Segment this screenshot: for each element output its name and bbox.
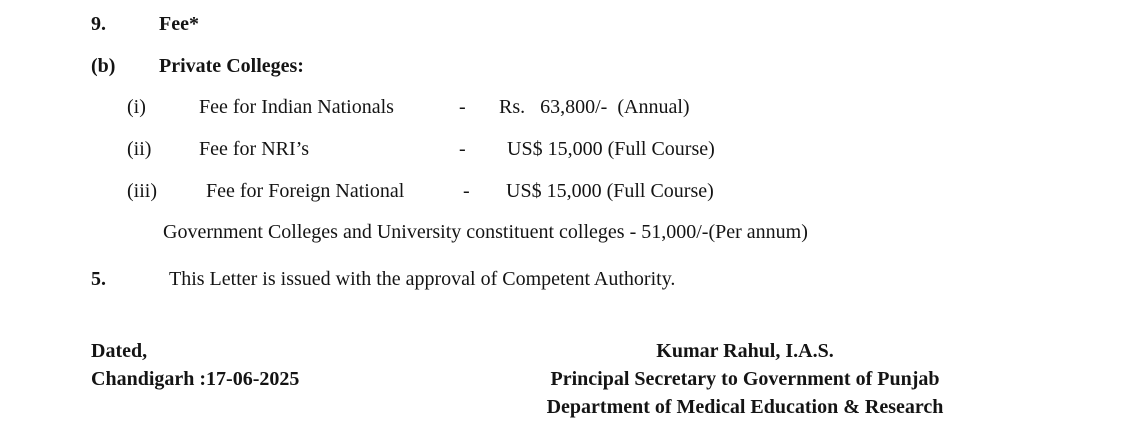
dated-label: Dated, — [91, 340, 148, 362]
fee-label-indian-nationals: Fee for Indian Nationals — [199, 96, 394, 118]
signatory-name: Kumar Rahul, I.A.S. — [656, 340, 834, 362]
fee-dash-iii: - — [463, 180, 470, 202]
fee-marker-iii: (iii) — [127, 180, 157, 202]
fee-value-indian-nationals: Rs. 63,800/- (Annual) — [499, 96, 690, 118]
subsection-b-marker: (b) — [91, 55, 116, 77]
fee-label-nri: Fee for NRI’s — [199, 138, 309, 160]
government-colleges-note: Government Colleges and University constituent colleges - 51,000/-(Per annum) — [163, 221, 808, 243]
section-5-number: 5. — [91, 268, 106, 290]
signatory-department: Department of Medical Education & Research — [546, 396, 944, 418]
fee-value-nri: US$ 15,000 (Full Course) — [507, 138, 715, 160]
place-and-date: Chandigarh :17-06-2025 — [91, 368, 300, 390]
fee-label-foreign-national: Fee for Foreign National — [206, 180, 405, 202]
fee-marker-ii: (ii) — [127, 138, 152, 160]
subsection-b-title: Private Colleges: — [159, 55, 304, 77]
fee-value-foreign-national: US$ 15,000 (Full Course) — [506, 180, 714, 202]
fee-dash-ii: - — [459, 138, 466, 160]
section-9-title: Fee* — [159, 13, 199, 35]
section-5-text: This Letter is issued with the approval of Competent Authority. — [169, 268, 676, 290]
fee-dash-i: - — [459, 96, 466, 118]
fee-marker-i: (i) — [127, 96, 146, 118]
signatory-designation: Principal Secretary to Government of Punjab — [550, 368, 940, 390]
section-9-number: 9. — [91, 13, 106, 35]
